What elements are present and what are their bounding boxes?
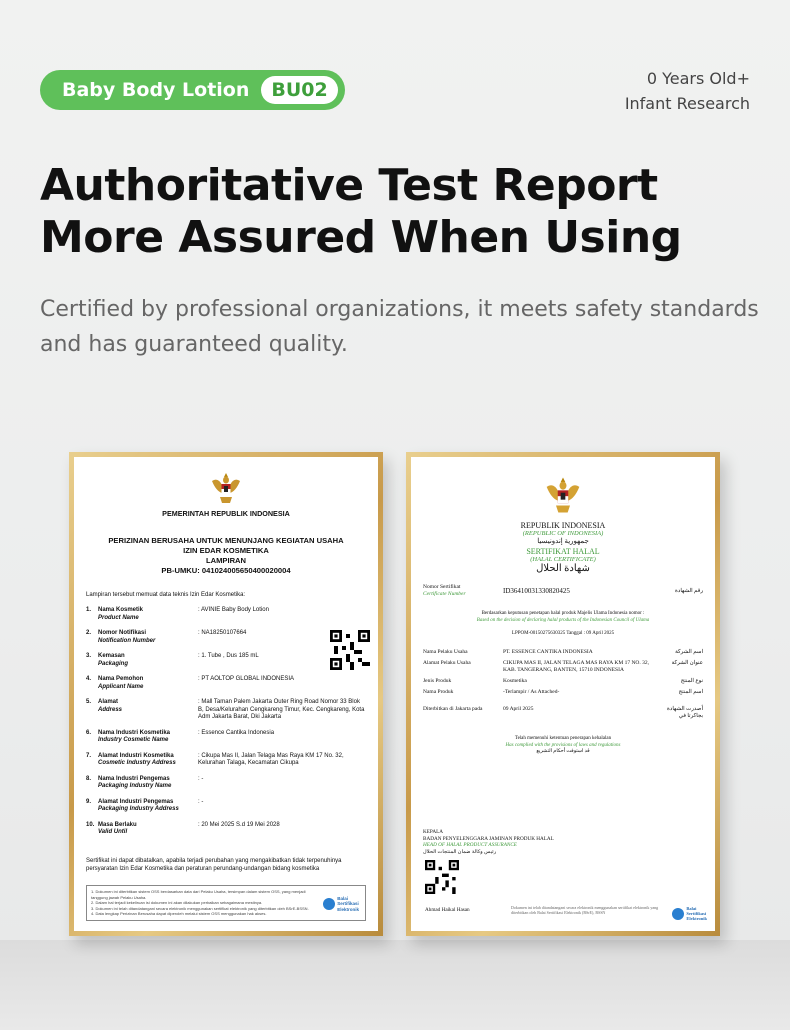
row-key: [98, 776, 198, 791]
list-item: [86, 799, 366, 814]
list-item: [86, 676, 366, 691]
list-item: [86, 699, 366, 722]
bse-icon: [672, 908, 684, 920]
compliance-statement: [423, 736, 703, 756]
garuda-emblem-icon: [208, 471, 244, 505]
key-en: Packaging: [98, 660, 129, 667]
row-value: : PT AOLTOP GLOBAL INDONESIA: [198, 676, 295, 682]
key-id: Alamat: [98, 699, 119, 705]
number-label-ar: رقم الشهادة: [675, 588, 703, 594]
row-value: : 1. Tube , Dus 185 mL: [198, 653, 259, 659]
halal-certificate: [411, 457, 715, 931]
qr-code-icon: [425, 859, 459, 895]
list-item: [86, 822, 366, 837]
key-id: Nama Industri Pengemas: [98, 775, 170, 782]
heading-line-1: PERIZINAN BERUSAHA UNTUK MENUNJANG KEGIATAN USAHA: [108, 536, 344, 545]
key-en: Applicant Name: [98, 683, 144, 690]
key-en: Address: [98, 706, 123, 713]
row-value: : Mall Taman Palem Jakarta Outer Ring Road Nomor 33 Blok B, Desa/Kelurahan Cengkareng Timur, Kec. Cengkareng, Kota Adm Jakarta Barat, Dki Jakarta: [198, 699, 365, 720]
row-key-ar: أصدرت الشهادة بجاكرتا في: [667, 706, 703, 719]
product-name: Baby Body Lotion: [62, 79, 250, 101]
product-badge: [40, 70, 345, 110]
row-key-ar: اسم الشركة: [675, 649, 703, 655]
disclaimer-line: 4. Data lengkap Perizinan Berusaha dapat diperoleh melalui sistem OSS menggunakan hak akses.: [91, 911, 267, 916]
halal-title: REPUBLIK INDONESIA: [520, 521, 606, 530]
row-key: [98, 799, 198, 814]
list-item: [86, 753, 366, 768]
row-value: Kosmetika: [503, 678, 527, 684]
disclaimer-box: [86, 885, 366, 921]
signatory: [423, 829, 554, 855]
intro-text: Lampiran tersebut memuat data teknis Izin Edar Kosmetika:: [86, 592, 246, 598]
list-item: [423, 660, 703, 674]
key-en: Packaging Industry Address: [98, 806, 179, 812]
row-key: Nama Produk: [423, 689, 454, 695]
halal-title-en: (REPUBLIC OF INDONESIA): [522, 530, 604, 537]
disclaimer-line: 3. Dokumen ini telah ditandatangani secara elektronik menggunakan sertifikat elektronik yang diterbitkan oleh BSrE-BSSN.: [91, 905, 309, 911]
key-id: Alamat Industri Pengemas: [98, 798, 174, 805]
row-key: [98, 753, 198, 768]
row-value: : Cikupa Mas II, Jalan Telaga Mas Raya KM 17 No. 32, Kelurahan Talaga, Kecamatan Cikupa: [198, 752, 344, 766]
row-key: Jenis Produk: [423, 678, 452, 684]
row-number: 7.: [86, 752, 92, 759]
garuda-emblem-icon: [542, 475, 584, 515]
research-label: Infant Research: [624, 94, 750, 113]
key-en: Industry Cosmetic Name: [98, 737, 169, 743]
halal-cert-label: SERTIFIKAT HALAL: [526, 547, 600, 556]
row-number: 4.: [86, 676, 92, 682]
notification-certificate-frame: [69, 452, 383, 936]
row-value: PT. ESSENCE CANTIKA INDONESIA: [503, 649, 593, 655]
decision-basis: [423, 610, 703, 637]
headline: [40, 160, 682, 264]
halal-cert-label-en: (HALAL CERTIFICATE): [530, 556, 596, 563]
list-item: [423, 706, 703, 720]
basis-line-1: Berdasarkan keputusan penetapan halal produk Majelis Ulama Indonesia nomor :: [481, 611, 645, 616]
row-value: : Essence Cantika Indonesia: [198, 729, 275, 736]
heading-line-4: PB-UMKU: 041024005650400020004: [161, 566, 291, 575]
subtitle: Certified by professional organizations, it meets safety standards and has guaranteed quality.: [40, 297, 759, 357]
compliance-line-2: Has complied with the provisions of laws and regulations: [505, 742, 621, 748]
basis-line-3: LPPOM-00150275630325 Tanggal : 09 April 2025: [511, 631, 615, 636]
bse-icon: [323, 898, 335, 910]
signer-title-1: KEPALA: [423, 829, 443, 835]
row-key-ar: اسم المنتج: [678, 689, 703, 695]
row-key: [98, 630, 198, 645]
key-en: Valid Until: [98, 829, 128, 835]
signer-title-2: BADAN PENYELENGGARA JAMINAN PRODUK HALAL: [423, 835, 554, 842]
basis-line-2: Based on the decision of declaring halal products of the Indonesian Council of Ulama: [476, 618, 650, 623]
floor: [0, 940, 790, 1030]
key-en: Cosmetic Industry Address: [98, 760, 176, 766]
halal-title-ar: جمهورية إندونيسيا: [537, 537, 589, 545]
signer-name: Ahmad Haikal Hasan: [425, 907, 470, 913]
row-key: Alamat Pelaku Usaha: [423, 660, 471, 666]
qr-code-icon: [330, 629, 370, 671]
row-number: 2.: [86, 630, 92, 636]
row-key: [98, 699, 198, 722]
row-value: : NA18250107664: [198, 630, 247, 636]
heading-line-3: LAMPIRAN: [205, 556, 247, 565]
row-number: 8.: [86, 775, 92, 782]
row-key: [98, 676, 198, 691]
row-value: : AVINIE Baby Body Lotion: [198, 607, 269, 613]
signer-title-3: HEAD OF HALAL PRODUCT ASSURANCE: [423, 842, 517, 848]
row-key-ar: نوع المنتج: [680, 678, 703, 684]
row-key: Nama Pelaku Usaha: [423, 649, 468, 655]
row-number: 9.: [86, 798, 92, 805]
row-number: 1.: [86, 607, 92, 613]
key-id: Alamat Industri Kosmetika: [98, 752, 174, 759]
key-id: Nomor Notifikasi: [98, 630, 147, 636]
row-number: 3.: [86, 653, 92, 659]
row-number: 10.: [86, 821, 95, 828]
number-label: Nomor Sertifikat Certificate Number: [423, 584, 466, 597]
disclaimer-line: 1. Dokumen ini diterbitkan sistem OSS berdasarkan data dari Pelaku Usaha, tersimpan dalam sistem OSS, yang menjadi tanggung jawab Pelaku Usaha.: [91, 889, 306, 900]
list-item: [423, 678, 703, 685]
key-en: Product Name: [98, 614, 139, 621]
issuer: PEMERINTAH REPUBLIK INDONESIA: [162, 509, 290, 518]
row-number: 6.: [86, 729, 92, 736]
disclaimer-line: 2. Dalam hal terjadi kekeliruan isi dokumen ini akan dilakukan perbaikan sebagaimana mestinya.: [91, 900, 263, 905]
notification-certificate: [74, 457, 378, 931]
product-code: BU02: [261, 76, 337, 104]
row-value: : -: [198, 798, 204, 805]
compliance-line-ar: قد استوفت أحكام التشريع: [536, 749, 590, 754]
list-item: [86, 653, 366, 668]
list-item: [423, 689, 703, 696]
signer-title-ar: رئيس وكالة ضمان المنتجات الحلال: [423, 848, 497, 855]
age-range: 0 Years Old+: [646, 69, 750, 88]
row-key: [98, 607, 198, 622]
key-id: Nama Industri Kosmetika: [98, 729, 171, 736]
certificate-heading: [86, 536, 366, 576]
list-item: [86, 730, 366, 745]
row-key: [98, 730, 198, 745]
bse-label: Balai Sertifikasi Elektronik: [337, 895, 359, 912]
list-item: [86, 776, 366, 791]
row-value: -Terlampir / As Attached-: [503, 689, 560, 695]
row-value: 09 April 2025: [503, 706, 534, 712]
list-item: [423, 649, 703, 656]
key-id: Nama Kosmetik: [98, 607, 144, 613]
key-id: Nama Pemohon: [98, 676, 144, 682]
headline-line-2: More Assured When Using: [40, 212, 682, 263]
list-item: [86, 607, 366, 622]
certificate-footer: Sertifikat ini dapat dibatalkan, apabila terjadi perubahan yang mengakibatkan tidak terpenuhinya persyaratan Izin Edar Kosmetika dan peraturan perundang-undangan bidang kosmetika: [86, 858, 342, 872]
list-item: [86, 630, 366, 645]
key-id: Kemasan: [98, 653, 125, 659]
heading-line-2: IZIN EDAR KOSMETIKA: [183, 546, 269, 555]
halal-data-list: [423, 649, 703, 720]
bse-label: Balai Sertifikasi Elektronik: [686, 906, 707, 921]
halal-cert-label-ar: شهادة الحلال: [536, 563, 590, 574]
halal-certificate-frame: [406, 452, 720, 936]
row-key: [98, 822, 198, 837]
age-info: [625, 66, 750, 116]
compliance-line-1: Telah memenuhi ketentuan penerapan kehalalan: [514, 736, 612, 741]
bse-logo: [672, 906, 707, 921]
key-en: Packaging Industry Name: [98, 783, 172, 789]
row-key: [98, 653, 198, 668]
certificate-number: ID36410031330820425: [503, 587, 570, 595]
headline-line-1: Authoritative Test Report: [40, 160, 658, 211]
row-key: Diterbitkan di Jakarta pada: [423, 706, 483, 712]
row-value: : 20 Mei 2025 S.d 19 Mei 2028: [198, 821, 280, 828]
electronic-signature-note: Dokumen ini telah ditandatangani secara elektronik menggunakan sertifikat elektronik yang diterbitkan oleh Balai Sertifikasi Elektronik (BSrE), BSSN: [511, 905, 659, 915]
row-value: CIKUPA MAS II, JALAN TELAGA MAS RAYA KM 17 NO. 32, KAB. TANGERANG, BANTEN, 15710 INDONESIA: [503, 660, 650, 673]
row-number: 5.: [86, 699, 92, 705]
row-key-ar: عنوان الشركة: [671, 660, 703, 666]
technical-data-list: [86, 607, 366, 837]
bse-logo: [323, 896, 359, 913]
row-value: : -: [198, 775, 204, 782]
key-en: Notification Number: [98, 637, 156, 644]
key-id: Masa Berlaku: [98, 821, 137, 828]
certificate-number-row: [423, 584, 703, 598]
